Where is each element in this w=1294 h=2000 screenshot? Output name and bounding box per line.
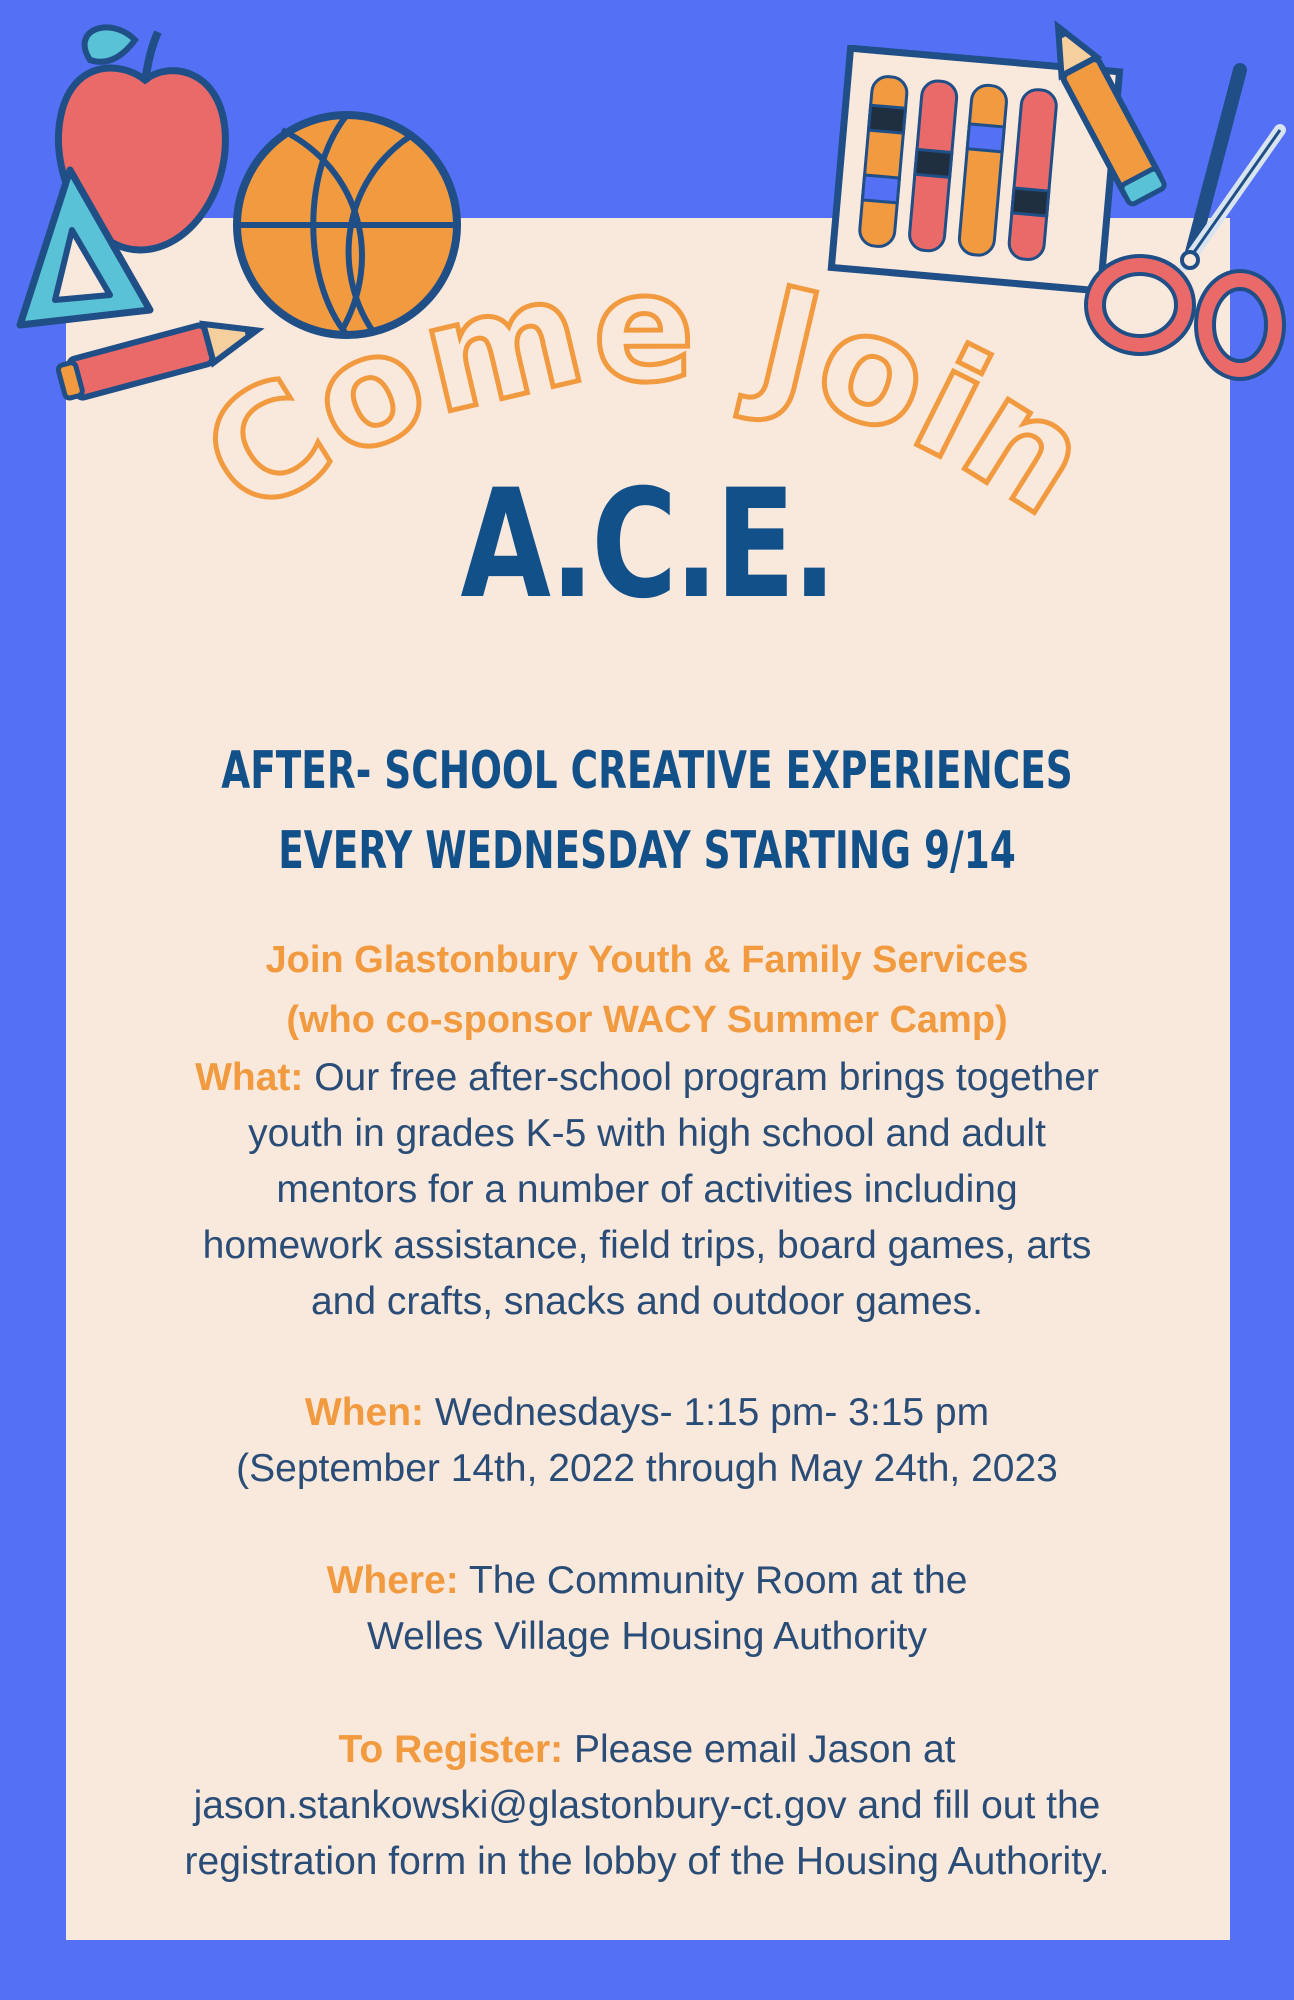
what-line-5: and crafts, snacks and outdoor games.	[310, 1280, 984, 1323]
what-line-1: Our free after-school program brings together	[314, 1056, 1099, 1099]
when-label: When:	[304, 1391, 425, 1434]
what-line-3: mentors for a number of activities including	[276, 1168, 1018, 1211]
where-line-2: Welles Village Housing Authority	[366, 1615, 928, 1658]
when-line-2: (September 14th, 2022 through May 24th, 2023	[236, 1447, 1058, 1490]
register-line-3: registration form in the lobby of the Housing Authority.	[184, 1840, 1110, 1883]
register-section	[70, 1722, 1224, 1890]
what-line-2: youth in grades K-5 with high school and adult	[248, 1112, 1046, 1155]
intro-section	[0, 930, 1294, 1050]
when-section	[70, 1385, 1224, 1497]
where-line-1: The Community Room at the	[468, 1559, 968, 1602]
register-line-1: Please email Jason at	[573, 1728, 956, 1771]
intro-line-1: Join Glastonbury Youth & Family Services	[265, 939, 1029, 981]
subtitle-line-1: AFTER- SCHOOL CREATIVE EXPERIENCES	[221, 741, 1073, 801]
when-line-1: Wednesdays- 1:15 pm- 3:15 pm	[434, 1391, 990, 1434]
headline-text: Come Join	[174, 250, 1120, 551]
where-label: Where:	[326, 1559, 459, 1602]
what-line-4: homework assistance, field trips, board games, arts	[202, 1224, 1092, 1267]
what-section	[70, 1050, 1224, 1330]
subtitle-line-2: EVERY WEDNESDAY STARTING 9/14	[278, 821, 1016, 881]
what-label: What:	[195, 1056, 304, 1099]
register-label: To Register:	[338, 1728, 564, 1771]
register-email-line[interactable]: jason.stankowski@glastonbury-ct.gov and fill out the	[193, 1784, 1101, 1827]
where-section	[70, 1553, 1224, 1665]
intro-line-2: (who co-sponsor WACY Summer Camp)	[286, 999, 1008, 1041]
acronym-title: A.C.E.	[460, 458, 834, 632]
